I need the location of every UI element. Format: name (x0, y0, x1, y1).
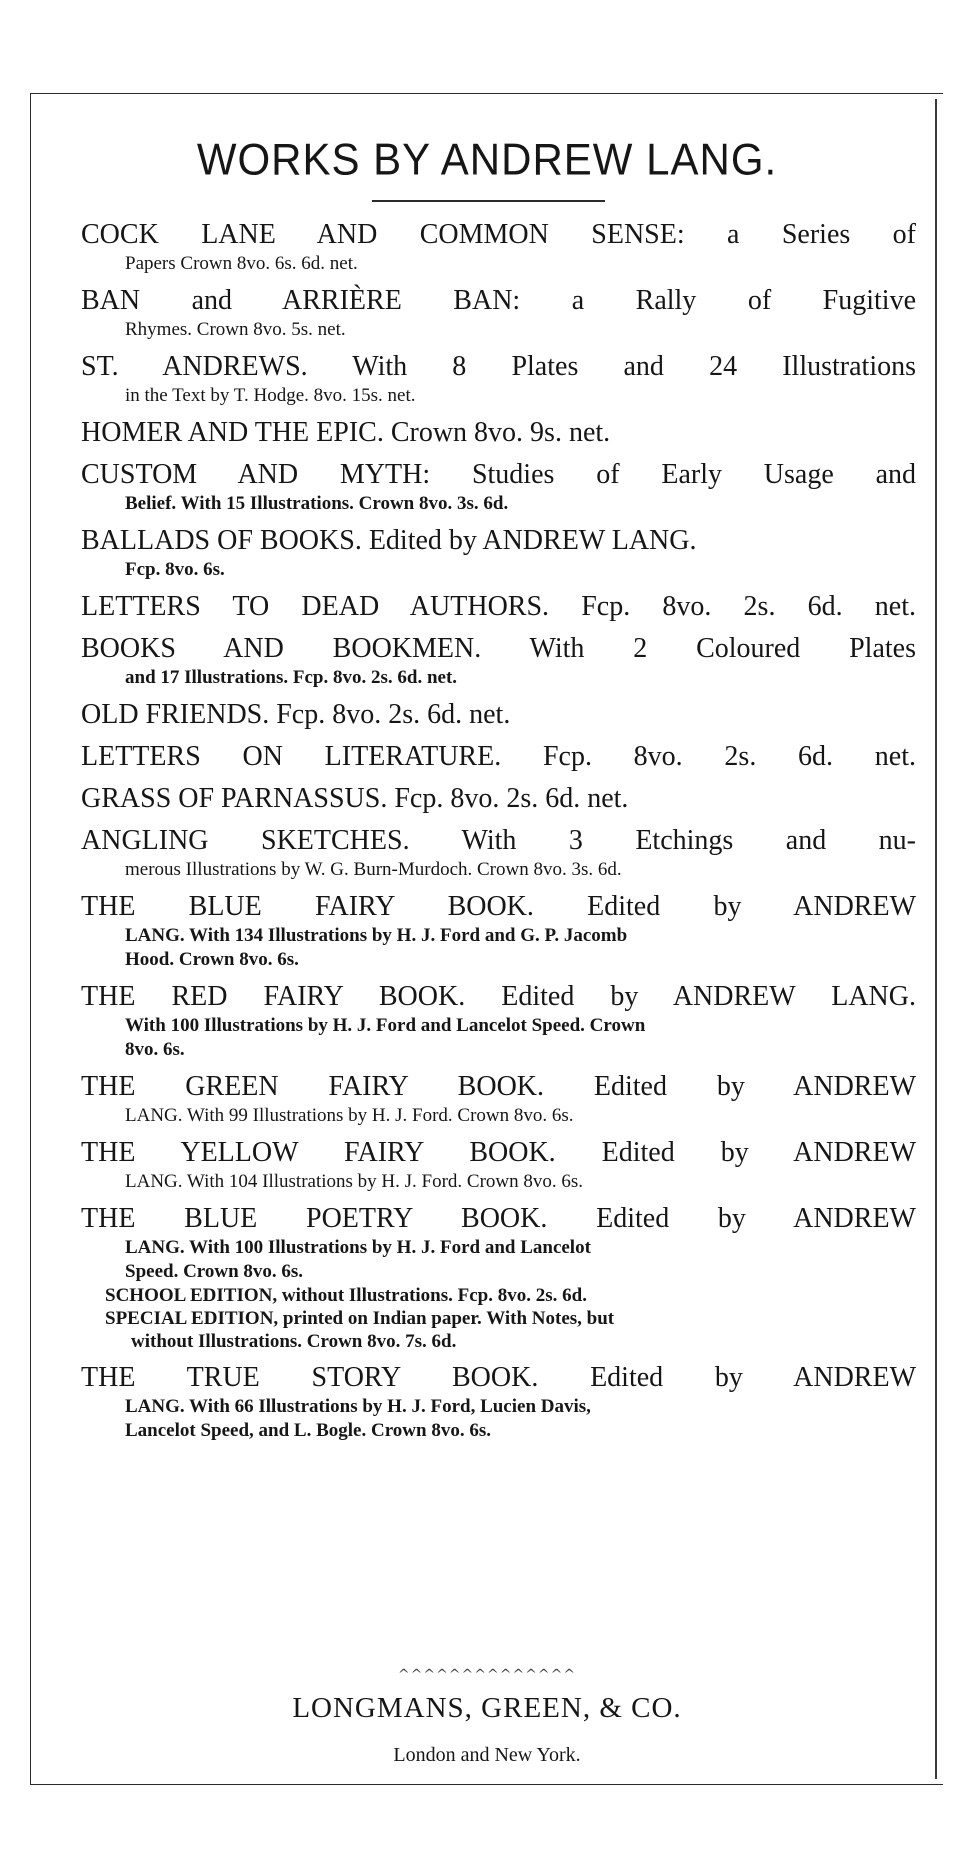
list-item (81, 458, 916, 516)
list-item (81, 284, 916, 342)
work-details: LANG. With 100 Illustrations by H. J. Ford and Lancelot (125, 1237, 591, 1258)
list-item (81, 350, 916, 408)
work-title: BAN and ARRIÈRE BAN: a Rally of Fugitive (81, 285, 916, 316)
work-title: THE BLUE FAIRY BOOK. Edited by ANDREW (81, 891, 916, 922)
work-details: Speed. Crown 8vo. 6s. (125, 1261, 304, 1282)
list-item (81, 740, 916, 774)
publisher-place: London and New York. (393, 1744, 581, 1766)
works-list (81, 218, 916, 1451)
list-item (81, 980, 916, 1062)
work-title: ANGLING SKETCHES. With 3 Etchings and nu- (81, 825, 916, 856)
work-details: LANG. With 99 Illustrations by H. J. Ford. Crown 8vo. 6s. (125, 1105, 574, 1126)
list-item (81, 782, 916, 816)
work-details: LANG. With 66 Illustrations by H. J. Ford, Lucien Davis, (125, 1396, 591, 1417)
list-item (81, 416, 916, 450)
work-details: 8vo. 6s. (125, 1039, 185, 1060)
ornament-divider: ^^^^^^^^^^^^^^ (397, 1667, 577, 1683)
list-item (81, 890, 916, 972)
advertisement-page (30, 93, 943, 1785)
list-item (81, 590, 916, 624)
work-title: LETTERS TO DEAD AUTHORS. Fcp. 8vo. 2s. 6d. net. (81, 591, 916, 622)
work-details: Hood. Crown 8vo. 6s. (125, 949, 299, 970)
list-item (81, 824, 916, 882)
work-details: LANG. With 104 Illustrations by H. J. Ford. Crown 8vo. 6s. (125, 1171, 584, 1192)
list-item (81, 1361, 916, 1443)
page-title: WORKS BY ANDREW LANG. (196, 134, 778, 185)
list-item (81, 1136, 916, 1194)
list-item (81, 218, 916, 276)
work-title: THE TRUE STORY BOOK. Edited by ANDREW (81, 1362, 916, 1393)
work-title: ST. ANDREWS. With 8 Plates and 24 Illustrations (81, 351, 916, 382)
work-details: and 17 Illustrations. Fcp. 8vo. 2s. 6d. net. (125, 667, 458, 688)
work-title: THE RED FAIRY BOOK. Edited by ANDREW LANG. (81, 981, 916, 1012)
list-item (81, 524, 916, 582)
publisher-name: LONGMANS, GREEN, & CO. (292, 1692, 682, 1724)
work-details: Lancelot Speed, and L. Bogle. Crown 8vo. 6s. (125, 1420, 491, 1441)
work-details: Rhymes. Crown 8vo. 5s. net. (125, 319, 346, 340)
work-title: THE YELLOW FAIRY BOOK. Edited by ANDREW (81, 1137, 916, 1168)
edition-note: SPECIAL EDITION, printed on Indian paper. With Notes, but (105, 1308, 615, 1329)
work-title: OLD FRIENDS. Fcp. 8vo. 2s. 6d. net. (81, 699, 511, 730)
list-item (81, 1070, 916, 1128)
work-title: GRASS OF PARNASSUS. Fcp. 8vo. 2s. 6d. net. (81, 783, 629, 814)
work-title: THE GREEN FAIRY BOOK. Edited by ANDREW (81, 1071, 916, 1102)
work-details: in the Text by T. Hodge. 8vo. 15s. net. (125, 385, 416, 406)
work-title: THE BLUE POETRY BOOK. Edited by ANDREW (81, 1203, 916, 1234)
title-rule (372, 200, 605, 202)
work-title: HOMER AND THE EPIC. Crown 8vo. 9s. net. (81, 417, 611, 448)
list-item (81, 698, 916, 732)
work-details: Belief. With 15 Illustrations. Crown 8vo. 3s. 6d. (125, 493, 509, 514)
edition-note: without Illustrations. Crown 8vo. 7s. 6d. (131, 1331, 457, 1352)
work-title: CUSTOM AND MYTH: Studies of Early Usage and (81, 459, 916, 490)
work-details: Fcp. 8vo. 6s. (125, 559, 225, 580)
work-title: COCK LANE AND COMMON SENSE: a Series of (81, 219, 916, 250)
work-title: BOOKS AND BOOKMEN. With 2 Coloured Plates (81, 633, 916, 664)
work-details: merous Illustrations by W. G. Burn-Murdoch. Crown 8vo. 3s. 6d. (125, 859, 622, 880)
right-border (935, 99, 937, 1779)
work-title: LETTERS ON LITERATURE. Fcp. 8vo. 2s. 6d. net. (81, 741, 916, 772)
work-details: Papers Crown 8vo. 6s. 6d. net. (125, 253, 358, 274)
list-item (81, 632, 916, 690)
work-details: With 100 Illustrations by H. J. Ford and Lancelot Speed. Crown (125, 1015, 646, 1036)
edition-note: SCHOOL EDITION, without Illustrations. Fcp. 8vo. 2s. 6d. (105, 1285, 587, 1306)
work-details: LANG. With 134 Illustrations by H. J. Ford and G. P. Jacomb (125, 925, 628, 946)
list-item (81, 1202, 916, 1353)
work-title: BALLADS OF BOOKS. Edited by ANDREW LANG. (81, 525, 697, 556)
